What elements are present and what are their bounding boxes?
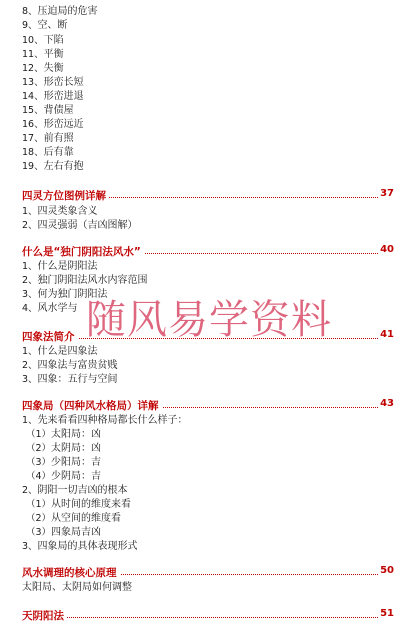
toc-item: 1、什么是阴阳法 xyxy=(22,261,98,272)
section-title: 天阴阳法 xyxy=(22,608,67,623)
toc-item: 4、风水学与 xyxy=(22,303,78,314)
toc-item: 3、何为独门阴阳法 xyxy=(22,289,108,300)
toc-item: 3、四象局的具体表现形式 xyxy=(22,541,138,552)
toc-item: 1、先来看看四种格局都长什么样子： xyxy=(22,415,188,426)
toc-item: 15、背债屋 xyxy=(22,105,74,116)
section-title: 什么是“独门阴阳法风水” xyxy=(22,244,144,259)
toc-item: 12、失衡 xyxy=(22,63,64,74)
section-title: 风水调理的核心原理 xyxy=(22,565,120,580)
toc-subitem: （3）四象局吉凶 xyxy=(26,527,102,538)
toc-subitem: （1）太阳局：凶 xyxy=(26,429,102,440)
toc-item: 3、四象：五行与空间 xyxy=(22,374,118,385)
toc-subitem: （1）从时间的维度来看 xyxy=(26,499,132,510)
toc-item: 2、四象法与富贵贫贱 xyxy=(22,360,118,371)
toc-item: 8、压迫局的危害 xyxy=(22,6,98,17)
toc-item: 16、形峦远近 xyxy=(22,119,84,130)
watermark: 随风易学资料 xyxy=(86,297,332,343)
toc-item: 11、平衡 xyxy=(22,49,64,60)
page-number: 50 xyxy=(380,565,394,576)
page-number: 41 xyxy=(380,329,394,340)
page-number: 37 xyxy=(380,188,394,199)
toc-item: 2、四灵强弱（吉凶图解） xyxy=(22,220,138,231)
toc-item: 9、空、断 xyxy=(22,20,68,31)
toc-subitem: （2）从空间的维度看 xyxy=(26,513,122,524)
toc-item: 1、四灵类象含义 xyxy=(22,206,98,217)
toc-item: 10、下陷 xyxy=(22,35,64,46)
page-number: 40 xyxy=(380,244,394,255)
toc-item: 2、独门阴阳法风水内容范围 xyxy=(22,275,148,286)
toc-item: 2、阴阳一切吉凶的根本 xyxy=(22,485,128,496)
toc-item: 太阳局、太阴局如何调整 xyxy=(22,582,132,593)
toc-heading-link[interactable] xyxy=(22,565,394,579)
toc-heading-link[interactable] xyxy=(22,398,394,412)
toc-subitem: （3）少阳局：吉 xyxy=(26,457,102,468)
section-title: 四象局（四种风水格局）详解 xyxy=(22,398,162,413)
toc-item: 18、后有靠 xyxy=(22,147,74,158)
page-number: 51 xyxy=(380,608,394,619)
leader-dots xyxy=(22,617,394,618)
toc-item: 13、形峦长短 xyxy=(22,77,84,88)
toc-heading-link[interactable] xyxy=(22,188,394,202)
page-number: 43 xyxy=(380,398,394,409)
toc-item: 17、前有照 xyxy=(22,133,74,144)
toc-item: 14、形峦进退 xyxy=(22,91,84,102)
section-title: 四象法简介 xyxy=(22,329,78,344)
toc-item: 1、什么是四象法 xyxy=(22,346,98,357)
toc-heading-link[interactable] xyxy=(22,608,394,622)
toc-heading-link[interactable] xyxy=(22,244,394,258)
toc-item: 19、左右有抱 xyxy=(22,161,84,172)
toc-subitem: （2）太阴局：凶 xyxy=(26,443,102,454)
toc-subitem: （4）少阴局：吉 xyxy=(26,471,102,482)
section-title: 四灵方位图例详解 xyxy=(22,188,109,203)
